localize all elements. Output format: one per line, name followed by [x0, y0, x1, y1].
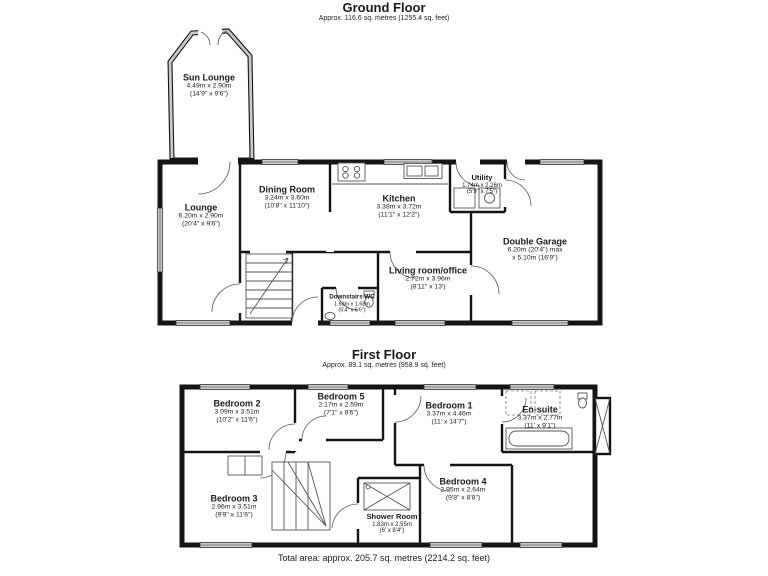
ground-floor-title-text: Ground Floor	[342, 0, 426, 15]
room-label-lounge: Lounge 6.20m x 2.90m (20'4" x 9'6")	[178, 202, 224, 228]
bathtub-icon	[506, 428, 572, 449]
room-label-bedroom-3: Bedroom 3 2.96m x 3.51m (9'9" x 11'6")	[210, 493, 258, 519]
first-floor-title-text: First Floor	[351, 347, 417, 362]
wardrobe-icon	[228, 456, 262, 475]
ground-floor-area-text: Approx. 116.6 sq. metres (1255.4 sq. feet)	[318, 15, 450, 23]
room-label-sun-lounge: Sun Lounge 4.49m x 2.90m (14'9" x 9'6")	[183, 72, 235, 98]
shower-tray-icon	[364, 483, 410, 510]
room-label-living-room-office: Living room/office 2.72m x 3.96m (8'11" x 13')	[388, 265, 467, 291]
first-stairs-icon	[272, 462, 330, 530]
room-label-bedroom-5: Bedroom 5 2.17m x 2.59m (7'1" x 8'6")	[317, 391, 365, 417]
room-label-downstairs-wc: Downstairs WC 1.63m x 1.68m (5'4" x 5'6")	[329, 293, 375, 314]
ground-floor-title	[319, 1, 450, 23]
total-area-text: Total area: approx. 205.7 sq. metres (2214.2 sq. feet)	[277, 553, 491, 563]
ground-floor-plan	[158, 25, 601, 328]
room-label-bedroom-4: Bedroom 4 2.95m x 2.64m (9'8" x 8'8")	[439, 476, 487, 502]
stairs-icon	[246, 254, 292, 318]
room-label-double-garage: Double Garage 6.20m (20'4") max x 5.10m (16'9")	[502, 236, 567, 262]
room-label-kitchen: Kitchen 3.38m x 3.72m (11'1" x 12'2")	[376, 193, 422, 219]
room-label-shower-room: Shower Room 1.83m x 2.55m (6' x 8'4")	[366, 512, 418, 535]
first-floor-area-text: Approx. 89.1 sq. metres (958.9 sq. feet)	[322, 362, 446, 370]
room-label-bedroom-1: Bedroom 1 3.37m x 4.46m (11' x 14'7")	[425, 400, 473, 426]
first-floor-title	[322, 348, 445, 370]
hob-icon	[338, 163, 365, 181]
sink-icon	[404, 164, 442, 179]
room-label-utility: Utility 1.74m x 2.26m (5'9" x 7'5")	[462, 173, 502, 196]
room-label-dining-room: Dining Room 3.24m x 3.60m (10'8" x 11'10")	[259, 184, 315, 210]
room-label-bedroom-2: Bedroom 2 3.09m x 3.51m (10'2" x 11'6")	[213, 398, 261, 424]
room-label-en-suite: En-suite 3.37m x 2.77m (11' x 9'1")	[517, 404, 563, 430]
